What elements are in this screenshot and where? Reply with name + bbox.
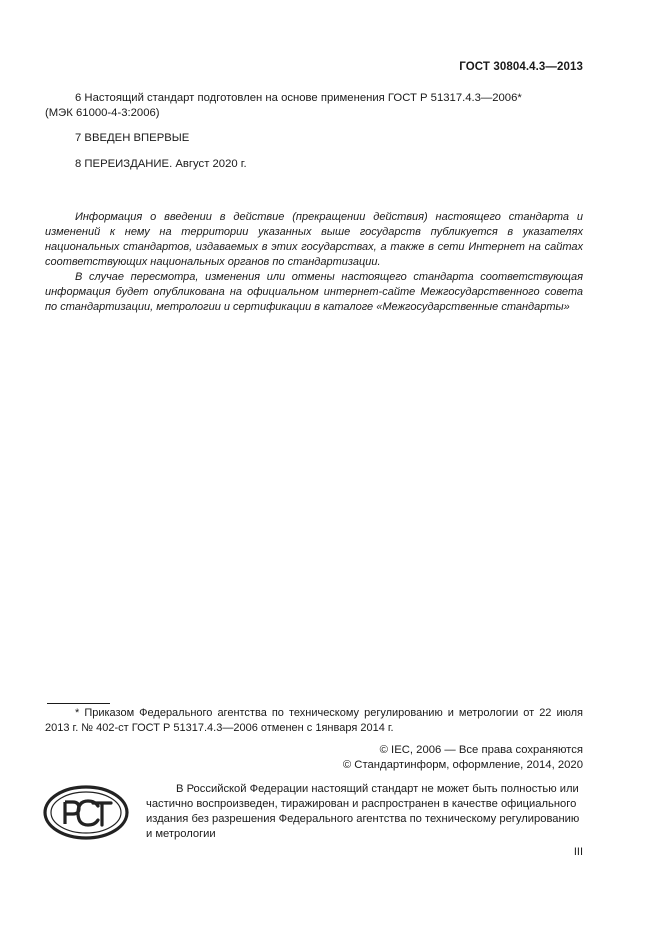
info-paragraph-2: В случае пересмотра, изменения или отмены настоящего стандарта соответствующая информация будет опубликована на официальном интернет-сайте Межгосударственного совета по стандартизации, метрологии и сертификации в каталоге «Межгосударственные стандарты» [45,271,583,313]
item-6-prepared-basis [45,91,583,121]
footnote-separator [47,703,110,704]
reproduction-notice [146,782,583,842]
standard-code-header: ГОСТ 30804.4.3—2013 [459,61,583,73]
item-7-introduced: 7 ВВЕДЕН ВПЕРВЫЕ [75,132,190,144]
copyright-block [343,743,583,773]
footnote-text: * Приказом Федерального агентства по техническому регулированию и метрологии от 22 июля 2013 г. № 402-ст ГОСТ Р 51317.4.3—2006 отменен с 1января 2014 г. [45,707,583,734]
copyright-iec: © IEC, 2006 — Все права сохраняются [379,744,583,756]
footnote [45,706,583,736]
info-block [45,210,583,315]
item-8-reissue: 8 ПЕРЕИЗДАНИЕ. Август 2020 г. [75,158,247,170]
page-number: III [573,846,583,858]
copyright-standartinform: © Стандартинформ, оформление, 2014, 2020 [342,759,583,771]
item-6-line1: 6 Настоящий стандарт подготовлен на основе применения ГОСТ Р 51317.4.3—2006* [75,92,522,104]
item-6-line2: (МЭК 61000-4-3:2006) [45,107,160,119]
rst-conformity-mark-icon [43,785,129,840]
reproduction-notice-text: В Российской Федерации настоящий стандарт не может быть полностью или частично воспроизведен, тиражирован и распространен в качестве официального издания без разрешения Федерального агентства по техническому регулированию и метрологии [146,783,580,840]
info-paragraph-1: Информация о введении в действие (прекращении действия) настоящего стандарта и изменений к нему на территории указанных выше государств публикуется в указателях национальных стандартов, издаваемых в этих государствах, а также в сети Интернет на сайтах соответствующих национальных органов по стандартизации. [45,211,583,268]
